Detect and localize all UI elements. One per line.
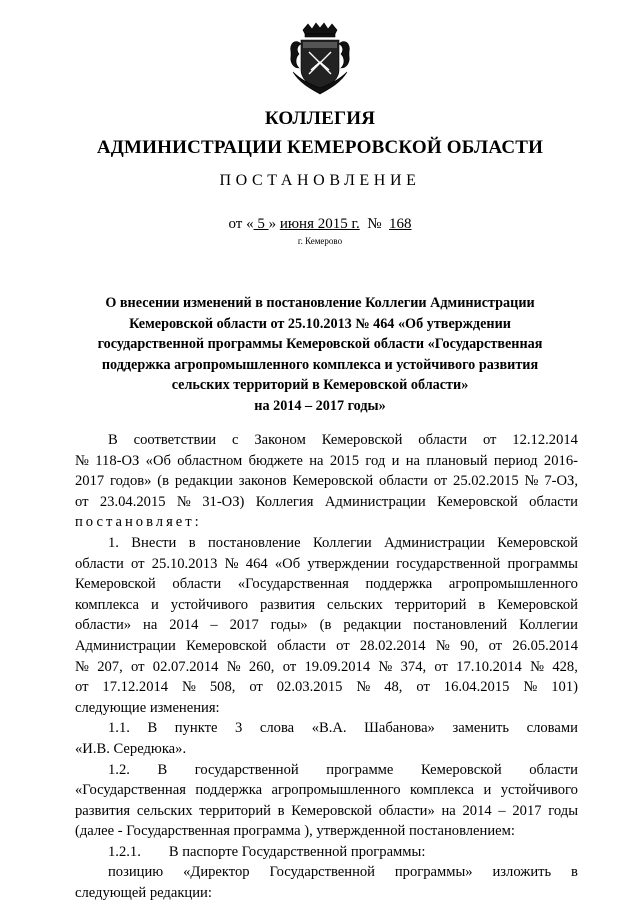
word: Кемеровской: [497, 596, 578, 613]
item-number: 1.2.1.: [108, 843, 141, 860]
word: области: [172, 576, 222, 593]
word: В: [157, 761, 168, 778]
word: 25.02.2015: [453, 473, 519, 490]
body-line: [75, 615, 578, 636]
word: развития: [259, 596, 316, 613]
word: 1.: [108, 534, 119, 551]
word: Кемеровской: [291, 802, 372, 819]
word: устойчивого: [170, 596, 248, 613]
word: области»: [378, 802, 435, 819]
body-line: [75, 677, 578, 698]
word: от: [249, 679, 263, 696]
word: 31-ОЗ): [202, 493, 245, 510]
word: №: [524, 473, 539, 490]
body-line: [75, 801, 578, 822]
body-line: [75, 595, 578, 616]
title-line: О внесении изменений в постановление Коллегии Администрации: [105, 295, 535, 311]
word: от: [434, 658, 448, 675]
word: 28.02.2014: [359, 637, 426, 654]
word: №: [182, 679, 196, 696]
body-line: [75, 780, 578, 801]
word: 2014: [169, 617, 199, 634]
word: редакции: [343, 617, 402, 634]
word: и: [483, 782, 492, 799]
word: территорий: [199, 802, 271, 819]
word: от: [482, 432, 497, 448]
word: 17.12.2014: [102, 679, 169, 696]
body-line: постановляет:: [75, 514, 202, 531]
word: от: [282, 658, 297, 675]
word: позицию: [108, 864, 164, 881]
word: области: [277, 637, 326, 654]
word: 2017: [512, 802, 542, 819]
word: на: [405, 452, 421, 469]
word: программе: [326, 761, 394, 778]
word: 02.03.2015: [276, 679, 343, 696]
word: 7-ОЗ,: [544, 473, 578, 490]
title-line: сельских территорий в Кемеровской области»: [171, 377, 469, 393]
word: области: [418, 432, 468, 448]
word: поддержка: [195, 782, 263, 799]
word: комплекса: [75, 596, 140, 613]
word: от: [75, 679, 89, 696]
word: –: [210, 617, 218, 634]
word: 25.10.2013: [151, 555, 218, 572]
word: «Директор: [183, 864, 250, 881]
word: 2014: [462, 802, 492, 819]
body-line: [75, 471, 578, 492]
word: 1.2.: [108, 761, 130, 778]
word: Коллегии: [312, 534, 372, 551]
title-line: государственной программы Кемеровской области «Государственная: [97, 336, 543, 352]
body-line: следующей редакции:: [75, 885, 212, 902]
word: 16.04.2015: [443, 679, 510, 696]
word: от: [75, 493, 89, 510]
body-line: [75, 657, 578, 678]
word: №: [378, 658, 393, 675]
word: Кемеровской: [75, 576, 156, 593]
word: 118-ОЗ: [95, 452, 140, 469]
word: 464: [245, 555, 268, 572]
number-label: №: [359, 216, 390, 232]
word: комплекса: [410, 782, 475, 799]
word: №: [356, 679, 371, 696]
word: пункте: [174, 720, 218, 737]
word: устойчивого: [500, 782, 578, 799]
word: областном: [177, 452, 243, 469]
title-line: поддержка агропромышленного комплекса и устойчивого развития: [101, 356, 539, 373]
word: №: [530, 658, 545, 675]
document-type: ПОСТАНОВЛЕНИЕ: [219, 172, 421, 189]
word: от: [336, 637, 350, 654]
word: (в: [319, 617, 332, 634]
word: 19.09.2014: [304, 658, 371, 675]
word: в: [571, 864, 578, 881]
word: №: [75, 452, 89, 469]
word: поддержка: [365, 576, 433, 593]
word: 02.07.2014: [152, 658, 219, 675]
org-name-line2: АДМИНИСТРАЦИИ КЕМЕРОВСКОЙ ОБЛАСТИ: [96, 137, 544, 158]
word: агропромышленного: [448, 576, 578, 593]
word: 428,: [552, 658, 578, 675]
date-prefix: от «: [228, 216, 254, 232]
word: 2017: [229, 617, 259, 634]
word: Шабанова»: [364, 720, 435, 737]
word: №: [224, 555, 239, 572]
word: от: [433, 473, 448, 490]
body-line: [75, 718, 578, 739]
word: В: [108, 432, 118, 448]
word: соответствии: [133, 432, 217, 448]
word: на: [143, 617, 158, 634]
word: «Государственная: [75, 782, 186, 799]
body-line: [75, 574, 578, 595]
word: области»: [75, 617, 132, 634]
word: постановление: [207, 534, 301, 551]
body-line: следующие изменения:: [75, 699, 220, 716]
word: год: [365, 452, 386, 469]
word: №: [523, 679, 538, 696]
item-text: В паспорте Государственной программы:: [168, 843, 426, 860]
body-line: «И.В. Середюка».: [75, 740, 187, 757]
word: бюджете: [248, 452, 303, 469]
word: плановый: [426, 452, 488, 469]
word: №: [75, 658, 89, 675]
word: «Государственная: [237, 576, 349, 593]
word: –: [498, 802, 506, 819]
word: Государственной: [269, 864, 375, 881]
word: Коллегии: [519, 617, 578, 634]
word: 2017: [75, 473, 105, 490]
word: программы: [507, 555, 578, 572]
word: Кемеровской: [497, 534, 578, 551]
word: агропромышленного: [271, 782, 401, 799]
word: 260,: [248, 658, 275, 675]
word: территорий: [394, 596, 467, 613]
word: 2016-: [543, 452, 578, 469]
body-line: [75, 760, 578, 781]
word: Кемеровской: [420, 761, 502, 778]
date-day: 5: [253, 216, 269, 232]
word: программы»: [394, 864, 473, 881]
word: 48,: [384, 679, 403, 696]
word: 12.12.2014: [512, 432, 578, 448]
body-line: [75, 554, 578, 575]
word: словами: [526, 720, 578, 737]
word: области: [529, 493, 578, 510]
word: Внести: [131, 534, 177, 551]
coat-of-arms-icon: [287, 22, 353, 96]
word: от: [131, 658, 145, 675]
word: государственной: [396, 555, 501, 572]
word: Кемеровской: [186, 637, 267, 654]
document-number: 168: [389, 216, 412, 232]
body-line: [75, 842, 578, 863]
date-line: [0, 216, 640, 233]
body-line: [75, 636, 578, 657]
title-line: Кемеровской области от 25.10.2013 № 464 «Об утверждении: [129, 315, 511, 332]
word: период: [493, 452, 538, 469]
word: (в: [157, 473, 170, 490]
date-mid: »: [268, 216, 280, 232]
org-name-line1: КОЛЛЕГИЯ: [264, 108, 376, 129]
word: законов: [238, 473, 287, 490]
word: 90,: [460, 637, 479, 654]
word: слова: [259, 720, 295, 737]
word: области: [75, 555, 124, 572]
document-body: [75, 430, 578, 904]
word: годы»: [270, 617, 308, 634]
word: постановлений: [413, 617, 508, 634]
body-line: [75, 533, 578, 554]
body-line: [75, 430, 578, 451]
word: на: [309, 452, 324, 469]
word: Кемеровской: [437, 493, 518, 510]
word: 3: [235, 720, 243, 737]
word: заменить: [452, 720, 510, 737]
word: и: [151, 596, 159, 613]
word: годов»: [110, 473, 152, 490]
word: изложить: [492, 864, 552, 881]
word: Законом: [254, 432, 306, 448]
word: Администрации: [384, 534, 485, 551]
body-line: [75, 451, 578, 472]
word: №: [435, 637, 450, 654]
word: от: [488, 637, 503, 654]
word: Кемеровской: [321, 432, 403, 448]
word: №: [226, 658, 241, 675]
word: 23.04.2015: [99, 493, 166, 510]
word: с: [231, 432, 239, 448]
word: 2015: [329, 452, 360, 469]
word: №: [176, 493, 191, 510]
body-line: (далее - Государственная программа ), утвержденной постановлением:: [75, 823, 515, 840]
word: «В.А.: [311, 720, 347, 737]
word: 374,: [400, 658, 427, 675]
word: Администрации: [75, 637, 176, 654]
word: сельских: [327, 596, 383, 613]
date-month-year: июня 2015 г.: [279, 216, 360, 232]
word: Коллегия: [255, 493, 314, 510]
word: утверждении: [307, 555, 390, 572]
word: Кемеровской: [292, 473, 374, 490]
word: сельских: [136, 802, 193, 819]
city-label: г. Кемерово: [297, 236, 343, 246]
word: в: [188, 534, 196, 551]
word: 101): [551, 679, 578, 696]
word: государственной: [194, 761, 299, 778]
word: 207,: [97, 658, 123, 675]
word: «Об: [274, 555, 301, 572]
word: 17.10.2014: [456, 658, 522, 675]
document-title: [80, 293, 560, 416]
word: от: [131, 555, 145, 572]
word: 508,: [209, 679, 236, 696]
word: 1.1.: [108, 720, 130, 737]
word: области: [529, 761, 578, 778]
word: редакции: [174, 473, 233, 490]
word: годы: [548, 802, 578, 819]
body-line: [75, 862, 578, 883]
word: на: [441, 802, 456, 819]
word: в: [277, 802, 285, 819]
body-line: [75, 492, 578, 513]
word: и: [391, 452, 400, 469]
word: развития: [75, 802, 131, 819]
word: области: [379, 473, 428, 490]
word: В: [147, 720, 158, 737]
word: Администрации: [324, 493, 426, 510]
word: «Об: [145, 452, 171, 469]
word: от: [416, 679, 430, 696]
word: 26.05.2014: [512, 637, 578, 654]
title-line: на 2014 – 2017 годы»: [254, 397, 386, 414]
word: в: [478, 596, 486, 613]
